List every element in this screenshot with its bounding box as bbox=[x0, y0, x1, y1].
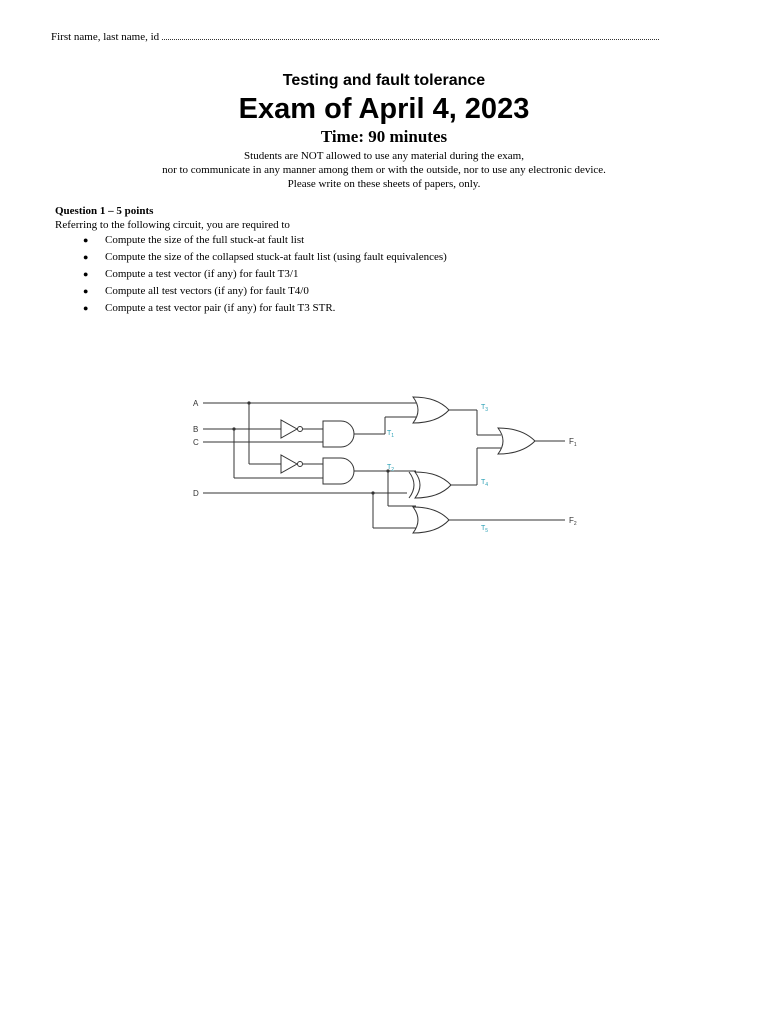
or-gate bbox=[498, 428, 535, 454]
list-item bbox=[83, 301, 447, 318]
exam-title: Exam of April 4, 2023 bbox=[238, 93, 530, 125]
list-item bbox=[83, 250, 447, 267]
output-label-f2: $F_2$ bbox=[569, 516, 577, 527]
list-item bbox=[83, 284, 447, 301]
bullet-icon: ● bbox=[83, 252, 89, 262]
exam-rules bbox=[0, 149, 768, 191]
test-point-label-t3: $T_3$ bbox=[481, 404, 489, 413]
task-text: Compute the size of the collapsed stuck-at fault list (using fault equivalences) bbox=[105, 251, 447, 263]
task-text: Compute all test vectors (if any) for fault T4/0 bbox=[105, 285, 309, 297]
task-text: Compute a test vector pair (if any) for fault T3 STR. bbox=[105, 302, 336, 314]
or-gate bbox=[413, 397, 449, 423]
not-gate bbox=[281, 420, 323, 438]
name-id-dotted-line bbox=[162, 38, 659, 40]
input-label-c: C bbox=[193, 438, 199, 447]
not-gate bbox=[281, 455, 323, 473]
test-point-label-t2: $T_2$ bbox=[387, 464, 395, 473]
rule-line: nor to communicate in any manner among them or with the outside, nor to use any electronic device. bbox=[162, 164, 606, 176]
input-label-b: B bbox=[193, 425, 199, 434]
input-label-a: A bbox=[193, 399, 199, 408]
test-point-label-t1: $T_1$ bbox=[387, 430, 395, 439]
list-item bbox=[83, 267, 447, 284]
test-point-label-t5: $T_5$ bbox=[481, 525, 489, 534]
name-id-field[interactable] bbox=[51, 31, 659, 43]
or-gate bbox=[413, 507, 449, 533]
name-id-label: First name, last name, id bbox=[51, 31, 160, 43]
bullet-icon: ● bbox=[83, 269, 89, 279]
task-text: Compute the size of the full stuck-at fault list bbox=[105, 234, 305, 246]
question-1-task-list bbox=[83, 233, 447, 318]
circuit-wires bbox=[203, 403, 565, 528]
test-point-label-t4: $T_4$ bbox=[481, 479, 489, 488]
output-label-f1: $F_1$ bbox=[569, 437, 577, 448]
course-title: Testing and fault tolerance bbox=[282, 72, 486, 89]
list-item bbox=[83, 233, 447, 250]
circuit-diagram bbox=[185, 388, 595, 538]
question-1-title: Question 1 – 5 points bbox=[55, 205, 154, 217]
xor-gate bbox=[409, 472, 451, 498]
task-text: Compute a test vector (if any) for fault T3/1 bbox=[105, 268, 299, 280]
and-gate bbox=[323, 421, 357, 447]
exam-time: Time: 90 minutes bbox=[320, 127, 448, 146]
question-1-intro: Referring to the following circuit, you are required to bbox=[55, 219, 290, 231]
bullet-icon: ● bbox=[83, 303, 89, 313]
and-gate bbox=[323, 458, 357, 484]
input-label-d: D bbox=[193, 489, 199, 498]
wire-junctions bbox=[232, 401, 389, 494]
bullet-icon: ● bbox=[83, 235, 89, 245]
rule-line: Students are NOT allowed to use any material during the exam, bbox=[244, 150, 524, 162]
bullet-icon: ● bbox=[83, 286, 89, 296]
rule-line: Please write on these sheets of papers, only. bbox=[287, 178, 481, 190]
